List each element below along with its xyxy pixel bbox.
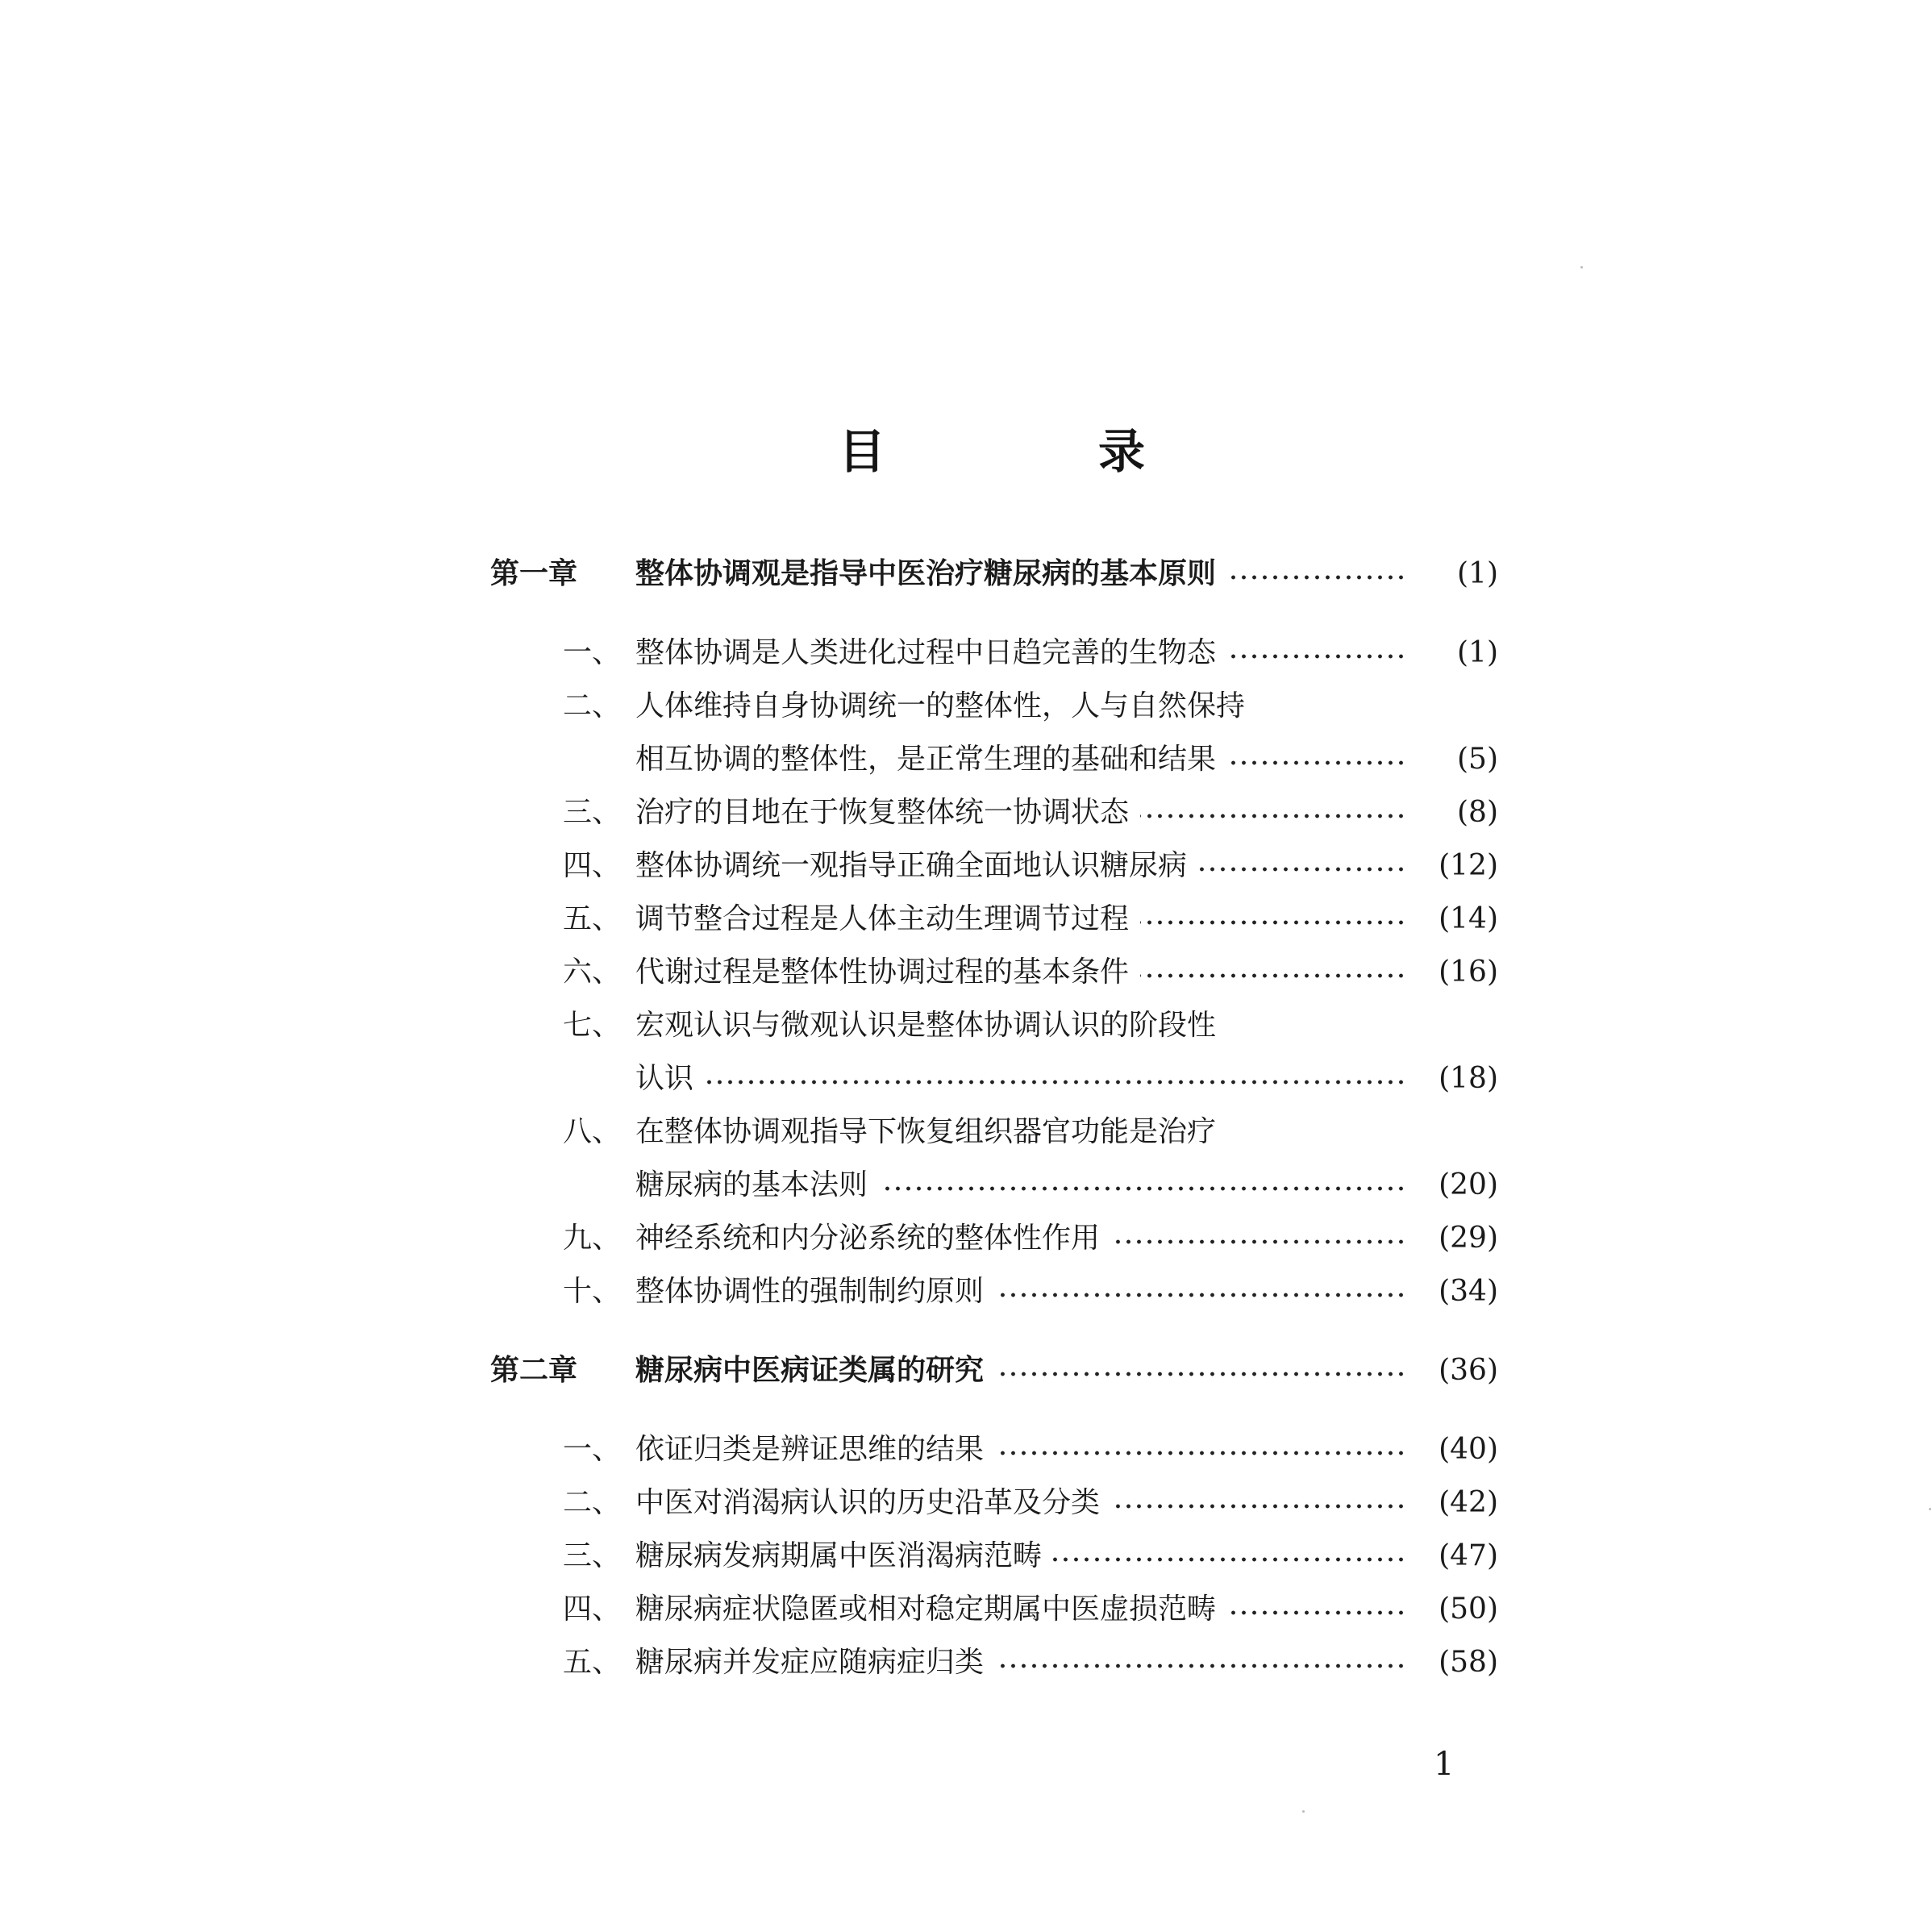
entry-title: 治疗的目地在于恢复整体统一协调状态 <box>635 796 1130 829</box>
entry-number: 八、 <box>563 1115 622 1148</box>
toc-chapter-1[interactable] <box>490 550 1498 598</box>
entry-number: 四、 <box>563 1593 622 1626</box>
entry-title: 整体协调是人类进化过程中日趋完善的生物态 <box>635 636 1217 669</box>
page-number: (29) <box>1439 1222 1498 1255</box>
dot-leader <box>995 1372 1406 1376</box>
entry-title: 神经系统和内分泌系统的整体性作用 <box>635 1222 1101 1255</box>
toc-entry-1-2[interactable] <box>563 682 1498 731</box>
page-number: (50) <box>1439 1593 1498 1626</box>
entry-title: 调节整合过程是人体主动生理调节过程 <box>635 902 1130 935</box>
page-folio: 1 <box>1434 1746 1455 1783</box>
page-number: (12) <box>1439 849 1498 882</box>
entry-title: 宏观认识与微观认识是整体协调认识的阶段性 <box>635 1009 1217 1042</box>
entry-title: 糖尿病发病期属中医消渴病范畴 <box>635 1539 1043 1572</box>
title-char-2: 录 <box>1097 424 1145 479</box>
toc-entry-1-3[interactable] <box>563 789 1498 837</box>
page-number: (16) <box>1439 956 1498 989</box>
page-number: (14) <box>1439 902 1498 935</box>
dot-leader <box>1227 1610 1406 1615</box>
dot-leader <box>1227 575 1406 580</box>
entry-title-continued: 认识 <box>635 1062 694 1095</box>
dot-leader <box>879 1186 1406 1191</box>
entry-title: 糖尿病并发症应随病症归类 <box>635 1646 985 1679</box>
scan-speck <box>1302 1810 1305 1813</box>
toc-entry-1-9[interactable] <box>563 1214 1498 1263</box>
toc-entry-1-6[interactable] <box>563 948 1498 997</box>
chapter-title: 糖尿病中医病证类属的研究 <box>635 1354 985 1387</box>
entry-number: 三、 <box>563 796 622 829</box>
page-number: (58) <box>1439 1646 1498 1679</box>
entry-number: 五、 <box>563 902 622 935</box>
entry-number: 五、 <box>563 1646 622 1679</box>
toc-entry-1-4[interactable] <box>563 842 1498 890</box>
dot-leader <box>1140 814 1406 818</box>
entry-title: 糖尿病症状隐匿或相对稳定期属中医虚损范畴 <box>635 1593 1217 1626</box>
dot-leader <box>1053 1557 1406 1562</box>
toc-entry-1-7-cont[interactable] <box>635 1055 1498 1103</box>
dot-leader <box>1227 654 1406 659</box>
toc-entry-2-3[interactable] <box>563 1532 1498 1580</box>
entry-number: 七、 <box>563 1009 622 1042</box>
entry-title: 代谢过程是整体性协调过程的基本条件 <box>635 956 1130 989</box>
dot-leader <box>705 1080 1406 1085</box>
entry-number: 九、 <box>563 1222 622 1255</box>
toc-entry-1-5[interactable] <box>563 895 1498 943</box>
entry-number: 二、 <box>563 1486 622 1519</box>
entry-number: 二、 <box>563 689 622 722</box>
dot-leader <box>1198 867 1406 872</box>
entry-number: 六、 <box>563 956 622 989</box>
chapter-number: 第二章 <box>490 1354 578 1387</box>
page-number: (20) <box>1439 1168 1498 1201</box>
dot-leader <box>1140 920 1406 925</box>
toc-entry-2-2[interactable] <box>563 1479 1498 1527</box>
dot-leader <box>1111 1239 1406 1244</box>
dot-leader <box>1111 1504 1406 1509</box>
page-number: (47) <box>1439 1539 1498 1572</box>
scan-speck <box>1580 266 1583 269</box>
toc-entry-2-5[interactable] <box>563 1638 1498 1687</box>
chapter-number: 第一章 <box>490 557 578 590</box>
page-number: (1) <box>1457 636 1498 669</box>
entry-title-continued: 糖尿病的基本法则 <box>635 1168 868 1201</box>
page-number: (5) <box>1457 743 1498 776</box>
entry-title: 依证归类是辨证思维的结果 <box>635 1433 985 1466</box>
page-number: (18) <box>1439 1062 1498 1095</box>
toc-entry-1-8-cont[interactable] <box>635 1161 1498 1210</box>
chapter-title: 整体协调观是指导中医治疗糖尿病的基本原则 <box>635 557 1217 590</box>
entry-number: 十、 <box>563 1275 622 1308</box>
entry-title: 人体维持自身协调统一的整体性，人与自然保持 <box>635 689 1246 722</box>
entry-number: 四、 <box>563 849 622 882</box>
entry-title: 整体协调性的强制制约原则 <box>635 1275 985 1308</box>
toc-entry-1-2-cont[interactable] <box>635 735 1498 784</box>
page-number: (40) <box>1439 1433 1498 1466</box>
toc-entry-1-1[interactable] <box>563 629 1498 677</box>
toc-entry-1-8[interactable] <box>563 1108 1498 1156</box>
toc-entry-2-4[interactable] <box>563 1585 1498 1634</box>
toc-chapter-2[interactable] <box>490 1347 1498 1395</box>
dot-leader <box>1227 760 1406 765</box>
page-number: (8) <box>1457 796 1498 829</box>
entry-title: 整体协调统一观指导正确全面地认识糖尿病 <box>635 849 1188 882</box>
title-char-1: 目 <box>839 424 886 479</box>
dot-leader <box>995 1451 1406 1455</box>
page-number: (1) <box>1457 557 1498 590</box>
entry-title-continued: 相互协调的整体性，是正常生理的基础和结果 <box>635 743 1217 776</box>
page-number: (36) <box>1439 1354 1498 1387</box>
toc-entry-2-1[interactable] <box>563 1426 1498 1474</box>
dot-leader <box>1140 973 1406 978</box>
entry-number: 一、 <box>563 1433 622 1466</box>
entry-number: 一、 <box>563 636 622 669</box>
toc-entry-1-10[interactable] <box>563 1268 1498 1316</box>
scan-speck <box>1929 1508 1931 1510</box>
page-number: (42) <box>1439 1486 1498 1519</box>
dot-leader <box>995 1663 1406 1668</box>
entry-number: 三、 <box>563 1539 622 1572</box>
toc-entry-1-7[interactable] <box>563 1001 1498 1050</box>
entry-title: 中医对消渴病认识的历史沿革及分类 <box>635 1486 1101 1519</box>
dot-leader <box>995 1293 1406 1297</box>
entry-title: 在整体协调观指导下恢复组织器官功能是治疗 <box>635 1115 1217 1148</box>
page-number: (34) <box>1439 1275 1498 1308</box>
